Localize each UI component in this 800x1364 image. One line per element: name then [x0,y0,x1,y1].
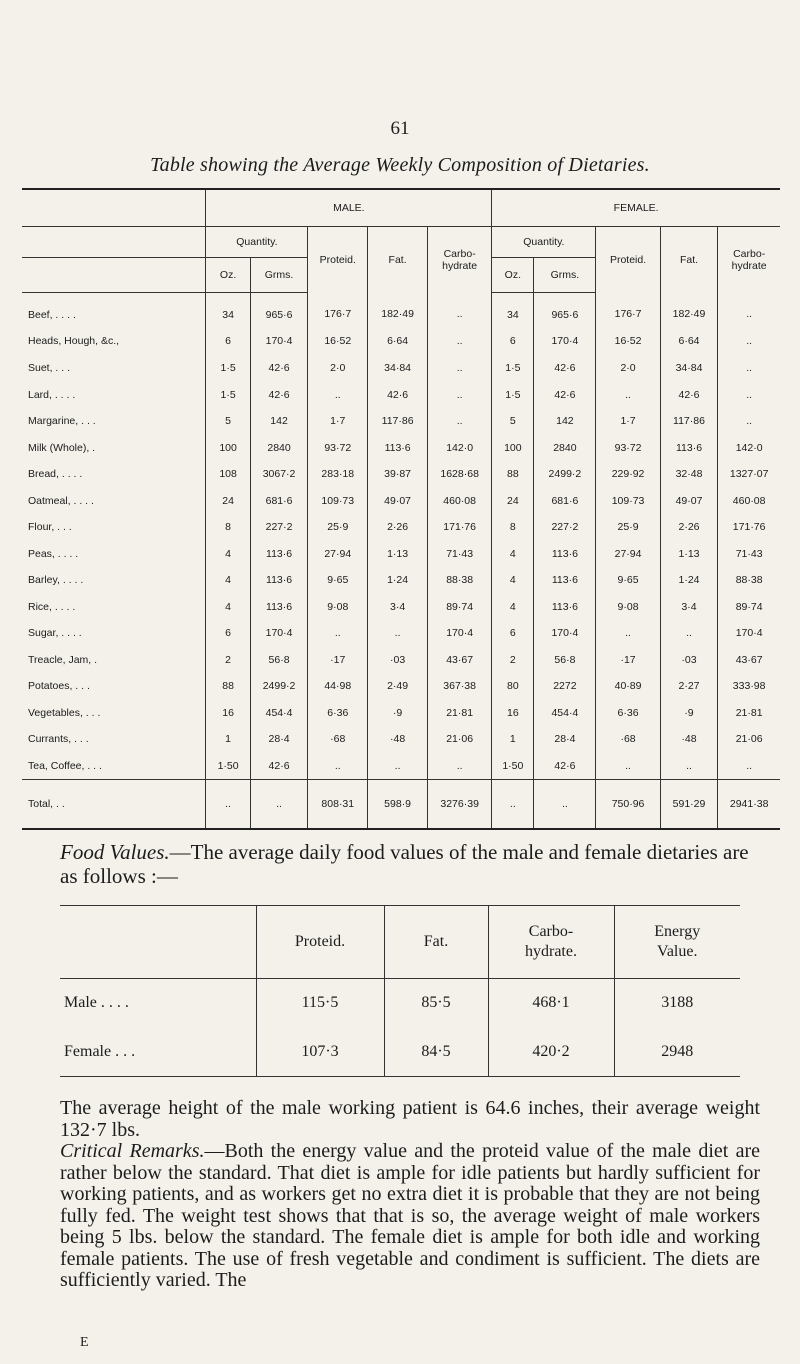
female-value: 591·29 [660,780,718,829]
female-value: .. [660,753,718,780]
male-value: 3067·2 [250,461,308,488]
male-value: 42·6 [250,753,308,780]
female-value: 6·64 [660,328,718,355]
male-value: 598·9 [368,780,428,829]
table-row [22,434,780,461]
female-value: 100 [492,434,534,461]
male-value: 171·76 [428,514,492,541]
male-value: ·9 [368,700,428,727]
female-value: 21·06 [735,733,763,746]
table-row [22,726,780,753]
female-value: 9·08 [596,594,660,621]
male-value: 681·6 [250,487,308,514]
remarks-paragraph [60,1141,760,1292]
male-value: 39·87 [368,461,428,488]
food-values-lead: Food Values. [60,840,170,864]
food-name: Bread, . . . . [22,461,206,488]
male-value: 227·2 [250,514,308,541]
empty-cell [22,227,206,258]
female-value: 113·6 [534,567,596,594]
female-header: FEMALE. [492,189,780,227]
female-value: .. [534,780,596,829]
height-paragraph: The average height of the male working patient is 64.6 inches, their average weight 132·7 lbs. [60,1097,760,1141]
food-name: Barley, . . . . [22,567,206,594]
female-value: 229·92 [596,461,660,488]
values-col-energy: Energy Value. [614,906,740,979]
total-row [22,780,780,829]
food-name: Heads, Hough, &c., [22,328,206,355]
female-value: 8 [492,514,534,541]
female-quantity-header: Quantity. [492,227,596,258]
female-value: 80 [492,673,534,700]
female-value: 24 [492,487,534,514]
female-value: 32·48 [660,461,718,488]
male-value: 2499·2 [250,673,308,700]
values-table [60,905,740,1077]
female-value: 28·4 [534,726,596,753]
male-value: 4 [206,540,250,567]
female-value: 5 [492,408,534,435]
female-value: 71·43 [735,547,763,560]
male-value: 182·49 [368,293,428,329]
female-value: 1327·07 [729,468,769,481]
female-value: .. [660,620,718,647]
female-value: 4 [492,540,534,567]
male-value: 4 [206,594,250,621]
male-value: 113·6 [368,434,428,461]
male-value: 42·6 [368,381,428,408]
values-cell: 420·2 [488,1028,614,1077]
remarks-text: —Both the energy value and the proteid value of the male diet are rather below the standard. That diet is ample for idle patients but hardly sufficient for working patients, and as workers get no extra diet it is probable that they are not being fully fed. The weight test shows that that is so, the average weight of male workers being 5 lbs. below the standard. The female diet is ample for both idle and working female patients. The use of fresh vegetable and condiment is sufficient. The diets are sufficiently varied. The [60,1140,760,1291]
female-value: 1·5 [492,381,534,408]
male-value: 42·6 [250,355,308,382]
male-value: 1·7 [308,408,368,435]
male-value: 34 [206,293,250,329]
male-value: ·03 [368,647,428,674]
values-col-fat: Fat. [384,906,488,979]
food-values-rest: —The average daily food values of the male and female dietaries are as follows :— [60,840,749,888]
female-value: 40·89 [596,673,660,700]
male-value: 4 [206,567,250,594]
male-value: 88·38 [428,567,492,594]
female-value: 113·6 [534,594,596,621]
female-value: 3·4 [660,594,718,621]
male-value: 113·6 [250,594,308,621]
female-value: 227·2 [534,514,596,541]
male-value: 8 [206,514,250,541]
empty-corner [22,189,206,227]
male-value: 1·5 [206,355,250,382]
male-value: 6·64 [368,328,428,355]
male-value: 71·43 [428,540,492,567]
female-value: 142 [534,408,596,435]
values-row-label: Female . . . [60,1028,256,1077]
male-value: 88 [206,673,250,700]
female-value: ·03 [660,647,718,674]
female-value: 42·6 [534,355,596,382]
male-value: 808·31 [308,780,368,829]
female-value: .. [746,415,753,428]
male-grms-header: Grms. [250,258,308,293]
male-value: .. [368,620,428,647]
female-value: 117·86 [660,408,718,435]
male-value: 27·94 [308,540,368,567]
female-value: 27·94 [596,540,660,567]
male-value: 170·4 [250,620,308,647]
male-proteid-header: Proteid. [308,227,368,293]
female-value: .. [492,780,534,829]
female-value: 171·76 [732,521,766,534]
male-value: 2·0 [308,355,368,382]
female-value: .. [596,620,660,647]
female-value: 142·0 [735,441,763,454]
male-value: ·68 [308,726,368,753]
male-value: 16 [206,700,250,727]
male-value: 2840 [250,434,308,461]
values-cell: 84·5 [384,1028,488,1077]
male-value: 6 [206,620,250,647]
male-value: 965·6 [250,293,308,329]
female-value: .. [596,753,660,780]
table-row [22,594,780,621]
food-name: Milk (Whole), . [22,434,206,461]
female-value: 176·7 [596,293,660,329]
male-value: 2 [206,647,250,674]
values-row-label: Male . . . . [60,979,256,1028]
table-row [22,700,780,727]
male-value: ·17 [308,647,368,674]
values-cell: 85·5 [384,979,488,1028]
female-value: 2272 [534,673,596,700]
values-col-proteid: Proteid. [256,906,384,979]
table-row [22,647,780,674]
female-value: 2·0 [596,355,660,382]
male-value: .. [428,753,492,780]
male-value: 5 [206,408,250,435]
female-value: 2 [492,647,534,674]
food-name: Vegetables, . . . [22,700,206,727]
female-oz-header: Oz. [492,258,534,293]
female-value: 2·26 [660,514,718,541]
male-value: .. [308,381,368,408]
female-value: .. [746,335,753,348]
food-name: Total, . . [22,780,206,829]
food-values-heading [60,840,760,888]
male-value: 24 [206,487,250,514]
food-name: Currants, . . . [22,726,206,753]
female-value: 93·72 [596,434,660,461]
male-value: 1·13 [368,540,428,567]
female-value: .. [746,388,753,401]
female-value: 460·08 [732,494,766,507]
male-value: .. [428,328,492,355]
female-value: 4 [492,594,534,621]
female-value: 333·98 [732,680,766,693]
diet-table-body [22,293,780,830]
male-value: 170·4 [428,620,492,647]
table-row [22,514,780,541]
female-value: 4 [492,567,534,594]
male-value: 2·26 [368,514,428,541]
female-value: 49·07 [660,487,718,514]
male-value: 25·9 [308,514,368,541]
male-value: 117·86 [368,408,428,435]
male-value: 1·50 [206,753,250,780]
female-value: 89·74 [735,600,763,613]
female-value: .. [596,381,660,408]
female-value: 1·7 [596,408,660,435]
table-row [22,487,780,514]
female-value: 2941·38 [718,780,780,829]
male-value: 367·38 [428,673,492,700]
female-value: 1·13 [660,540,718,567]
food-name: Margarine, . . . [22,408,206,435]
food-name: Oatmeal, . . . . [22,487,206,514]
values-cell: 3188 [661,994,694,1012]
male-value: ·48 [368,726,428,753]
female-value: 2499·2 [534,461,596,488]
female-value: 2840 [534,434,596,461]
male-value: .. [428,381,492,408]
male-value: 93·72 [308,434,368,461]
food-name: Beef, . . . . [22,293,206,329]
table-caption: Table showing the Average Weekly Composition of Dietaries. [150,154,650,176]
table-row [22,540,780,567]
values-row-female [60,1028,740,1077]
male-quantity-header: Quantity. [206,227,308,258]
female-value: 25·9 [596,514,660,541]
male-value: 1 [206,726,250,753]
food-name: Sugar, . . . . [22,620,206,647]
food-name: Suet, . . . [22,355,206,382]
male-value: 56·8 [250,647,308,674]
female-value: 21·81 [735,706,763,719]
female-value: 88·38 [735,574,763,587]
table-row [22,620,780,647]
male-value: .. [308,620,368,647]
male-value: 9·65 [308,567,368,594]
food-name: Tea, Coffee, . . . [22,753,206,780]
diet-composition-table [22,188,780,830]
male-value: .. [368,753,428,780]
male-value: 3·4 [368,594,428,621]
female-value: 1 [492,726,534,753]
male-value: 283·18 [308,461,368,488]
male-value: .. [428,408,492,435]
male-value: .. [428,355,492,382]
female-value: 34 [492,293,534,329]
female-value: ·17 [596,647,660,674]
male-value: 21·81 [428,700,492,727]
female-value: 109·73 [596,487,660,514]
male-value: 113·6 [250,567,308,594]
signature-mark: E [80,1335,89,1350]
female-value: 34·84 [660,355,718,382]
female-value: 170·4 [735,627,763,640]
empty-cell [22,258,206,293]
male-value: 460·08 [428,487,492,514]
male-value: 6 [206,328,250,355]
male-value: 34·84 [368,355,428,382]
female-value: 6 [492,620,534,647]
values-col-carbohydrate: Carbo- hydrate. [488,906,614,979]
female-value: 965·6 [534,293,596,329]
male-value: .. [250,780,308,829]
male-value: 113·6 [250,540,308,567]
female-value: 6 [492,328,534,355]
values-cell: 115·5 [256,979,384,1028]
female-value: 1·5 [492,355,534,382]
male-value: 9·08 [308,594,368,621]
male-value: .. [428,293,492,329]
male-value: 170·4 [250,328,308,355]
female-value: .. [746,362,753,374]
male-carbohydrate-header: Carbo- hydrate [428,227,492,293]
table-row [22,461,780,488]
female-value: 454·4 [534,700,596,727]
table-row [22,567,780,594]
female-value: 681·6 [534,487,596,514]
male-value: 100 [206,434,250,461]
female-proteid-header: Proteid. [596,227,660,293]
female-grms-header: Grms. [534,258,596,293]
values-row-male [60,979,740,1028]
female-value: 43·67 [735,653,763,666]
food-name: Potatoes, . . . [22,673,206,700]
male-value: 142·0 [428,434,492,461]
male-value: 42·6 [250,381,308,408]
female-value: 170·4 [534,620,596,647]
female-value: 113·6 [660,434,718,461]
values-cell: 107·3 [256,1028,384,1077]
male-value: 28·4 [250,726,308,753]
female-value: 2·27 [660,673,718,700]
female-value: 113·6 [534,540,596,567]
female-value: 6·36 [596,700,660,727]
female-value: 42·6 [660,381,718,408]
male-oz-header: Oz. [206,258,250,293]
male-value: 89·74 [428,594,492,621]
food-name: Lard, . . . . [22,381,206,408]
female-fat-header: Fat. [660,227,718,293]
table-row [22,753,780,780]
female-value: ·48 [660,726,718,753]
food-name: Peas, . . . . [22,540,206,567]
female-value: 1·24 [660,567,718,594]
female-value: 56·8 [534,647,596,674]
male-value: 43·67 [428,647,492,674]
female-value: ·9 [660,700,718,727]
male-value: 1·24 [368,567,428,594]
male-value: 454·4 [250,700,308,727]
male-value: 1628·68 [428,461,492,488]
table-row [22,673,780,700]
male-value: 44·98 [308,673,368,700]
male-value: 1·5 [206,381,250,408]
female-value: ·68 [596,726,660,753]
values-cell: 2948 [661,1042,694,1060]
female-value: .. [746,308,753,321]
table-row [22,293,780,329]
female-value: 9·65 [596,567,660,594]
female-value: 16 [492,700,534,727]
table-row [22,381,780,408]
female-value: 170·4 [534,328,596,355]
table-row [22,408,780,435]
male-value: 6·36 [308,700,368,727]
food-name: Flour, . . . [22,514,206,541]
table-row [22,355,780,382]
food-name: Treacle, Jam, . [22,647,206,674]
female-value: 88 [492,461,534,488]
food-values-table [60,905,740,1077]
female-value: 1·50 [492,753,534,780]
male-value: 49·07 [368,487,428,514]
male-fat-header: Fat. [368,227,428,293]
male-value: 176·7 [308,293,368,329]
female-carbohydrate-header: Carbo- hydrate [731,247,767,272]
female-value: .. [746,759,753,772]
male-value: 109·73 [308,487,368,514]
female-value: 16·52 [596,328,660,355]
male-value: 16·52 [308,328,368,355]
food-name: Rice, . . . . [22,594,206,621]
female-value: 42·6 [534,381,596,408]
male-value: 142 [250,408,308,435]
female-value: 42·6 [534,753,596,780]
female-value: 182·49 [660,293,718,329]
remarks-lead: Critical Remarks. [60,1140,205,1162]
empty-corner [60,906,256,979]
male-value: 2·49 [368,673,428,700]
diet-table [22,188,780,830]
male-value: 3276·39 [428,780,492,829]
female-value: 750·96 [596,780,660,829]
page-number: 61 [390,118,410,139]
male-value: 108 [206,461,250,488]
table-row [22,328,780,355]
male-value: .. [206,780,250,829]
male-header: MALE. [206,189,492,227]
male-value: 21·06 [428,726,492,753]
values-cell: 468·1 [488,979,614,1028]
male-value: .. [308,753,368,780]
